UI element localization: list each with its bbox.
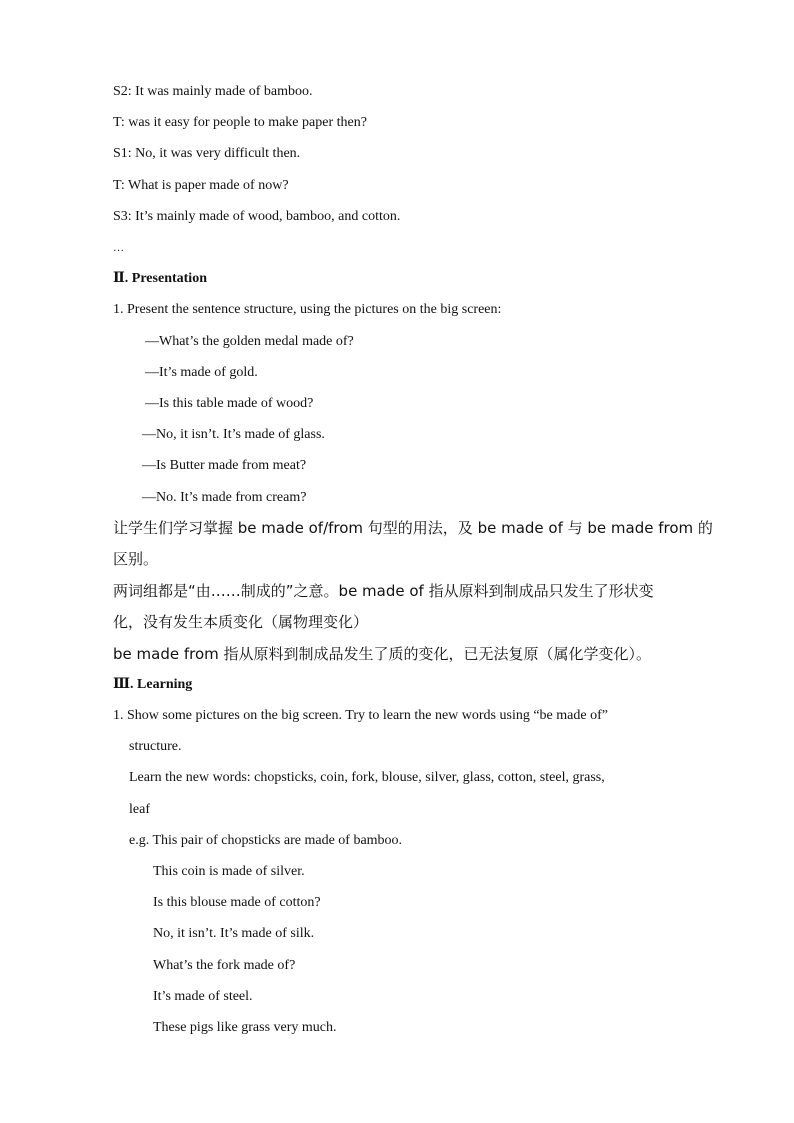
learning-example-lead: e.g. This pair of chopsticks are made of bamboo. bbox=[129, 833, 403, 848]
section-heading-presentation: Ⅱ. Presentation bbox=[113, 271, 207, 286]
presentation-step-1: 1. Present the sentence structure, using the pictures on the big screen: bbox=[113, 302, 502, 317]
learning-new-words: Learn the new words: chopsticks, coin, fork, blouse, silver, glass, cotton, steel, grass, bbox=[129, 770, 605, 785]
presentation-note: 让学生们学习掌握 be made of/from 句型的用法，及 be made of 与 be made from 的 bbox=[113, 519, 713, 537]
presentation-example: —Is this table made of wood? bbox=[145, 396, 314, 411]
presentation-example: —Is Butter made from meat? bbox=[142, 458, 307, 473]
dialogue-ellipsis: … bbox=[113, 242, 124, 254]
section-heading-learning: Ⅲ. Learning bbox=[113, 677, 193, 692]
presentation-note: be made from 指从原料到制成品发生了质的变化，已无法复原（属化学变化）。 bbox=[113, 645, 652, 663]
dialogue-line: T: was it easy for people to make paper then? bbox=[113, 115, 367, 130]
learning-step-1-cont: structure. bbox=[129, 739, 182, 754]
presentation-example: —It’s made of gold. bbox=[145, 365, 258, 380]
dialogue-line: S1: No, it was very difficult then. bbox=[113, 146, 301, 161]
presentation-note: 区别。 bbox=[113, 550, 159, 568]
learning-new-words-cont: leaf bbox=[129, 802, 150, 817]
learning-example: No, it isn’t. It’s made of silk. bbox=[153, 926, 315, 941]
dialogue-line: S2: It was mainly made of bamboo. bbox=[113, 84, 313, 99]
presentation-example: —No. It’s made from cream? bbox=[142, 490, 307, 505]
presentation-example: —What’s the golden medal made of? bbox=[145, 334, 354, 349]
learning-example: What’s the fork made of? bbox=[153, 958, 296, 973]
dialogue-line: T: What is paper made of now? bbox=[113, 178, 289, 193]
learning-example: It’s made of steel. bbox=[153, 989, 253, 1004]
presentation-example: —No, it isn’t. It’s made of glass. bbox=[142, 427, 325, 442]
presentation-note: 两词组都是“由……制成的”之意。be made of 指从原料到制成品只发生了形状变 bbox=[113, 582, 654, 600]
learning-example: This coin is made of silver. bbox=[153, 864, 305, 879]
dialogue-line: S3: It’s mainly made of wood, bamboo, and cotton. bbox=[113, 209, 401, 224]
presentation-note: 化，没有发生本质变化（属物理变化） bbox=[113, 613, 369, 631]
learning-step-1: 1. Show some pictures on the big screen. Try to learn the new words using “be made of” bbox=[113, 708, 608, 723]
learning-example: These pigs like grass very much. bbox=[153, 1020, 337, 1035]
learning-example: Is this blouse made of cotton? bbox=[153, 895, 321, 910]
